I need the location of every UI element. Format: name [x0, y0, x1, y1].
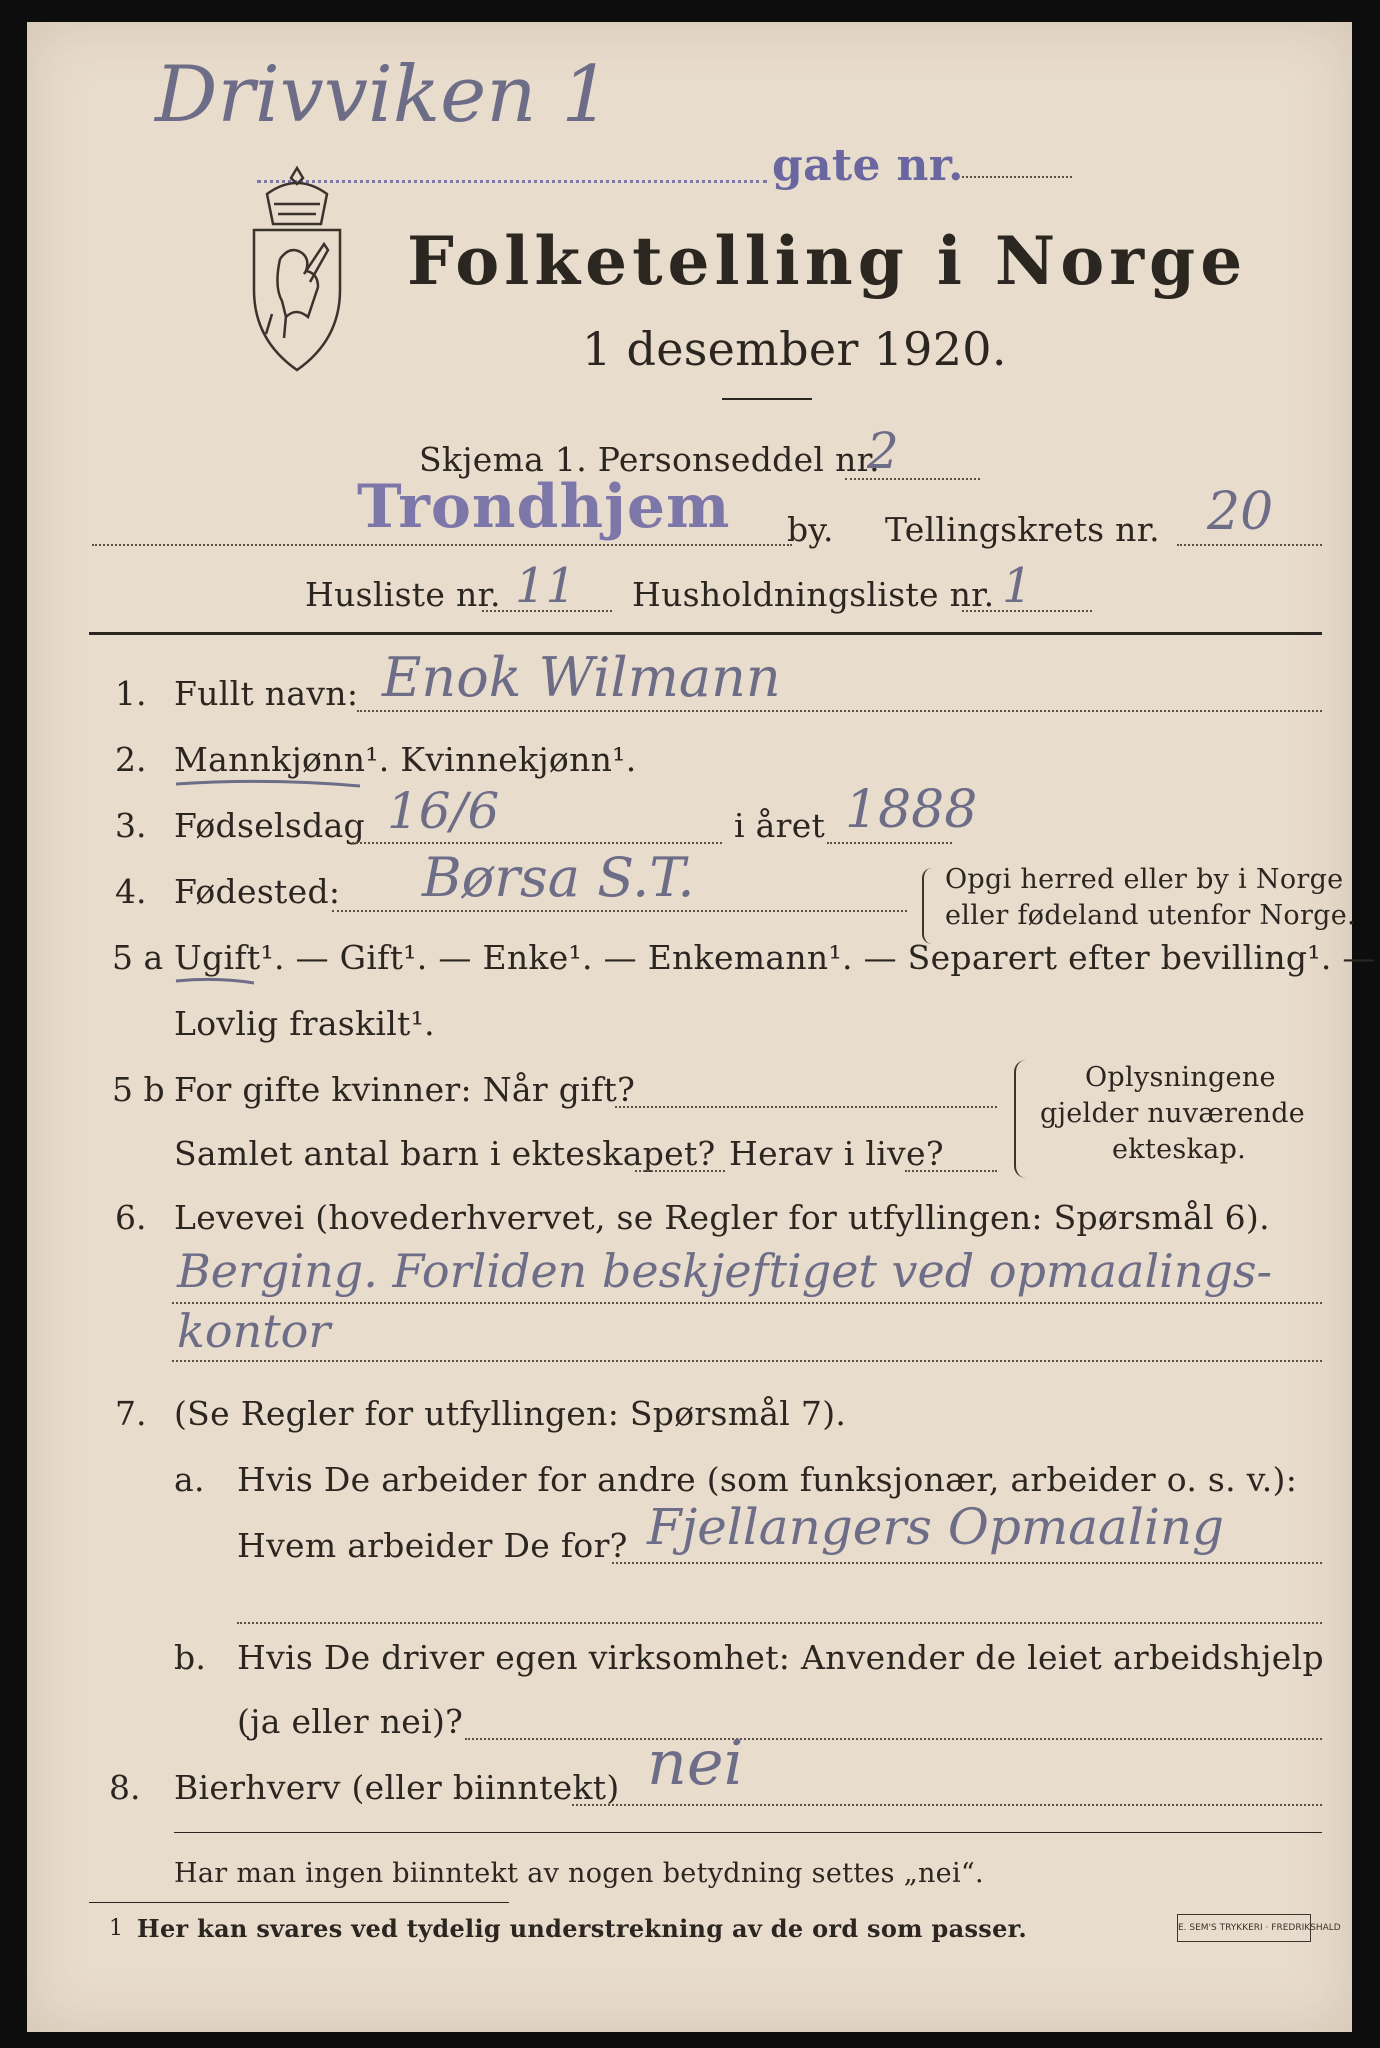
- title-divider: [722, 398, 812, 400]
- q8-rule: [174, 1832, 1322, 1833]
- q5b-barn-dotted-line: [635, 1170, 725, 1172]
- q3-number: 3.: [115, 806, 147, 845]
- q4-dotted-line: [332, 910, 907, 912]
- q5b-note-brace: [1014, 1060, 1026, 1178]
- personseddel-number: 2: [867, 422, 899, 480]
- q7a-dotted-line-1: [612, 1562, 1322, 1564]
- skjema-dotted-line: [845, 478, 980, 480]
- q4-label: Fødested:: [174, 872, 341, 911]
- tellingskrets-label: Tellingskrets nr.: [885, 510, 1160, 549]
- q5b-note-line-2: gjelder nuværende: [1040, 1098, 1306, 1129]
- q7b-label-line-1: Hvis De driver egen virksomhet: Anvender de leiet arbeidshjelp: [237, 1638, 1324, 1677]
- q7a-label-line-2: Hvem arbeider De for?: [237, 1526, 628, 1565]
- husliste-dotted-line: [482, 610, 612, 612]
- by-label: by.: [787, 510, 834, 549]
- husliste-number: 11: [515, 558, 577, 614]
- skjema-label: Skjema 1. Personseddel nr.: [419, 440, 880, 479]
- census-form: [27, 22, 1376, 2032]
- q3-year-label: i året: [734, 806, 826, 845]
- q5a-label-line-1: Ugift¹. — Gift¹. — Enke¹. — Enkemann¹. — Separert efter bevilling¹. —: [174, 938, 1376, 977]
- q5b-note-line-3: ekteskap.: [1112, 1134, 1247, 1165]
- q1-number: 1.: [115, 674, 147, 713]
- q4-note-brace: [922, 868, 932, 944]
- birth-day: 16/6: [387, 782, 500, 840]
- q2-number: 2.: [115, 740, 147, 779]
- footnote-mark: 1: [109, 1916, 124, 1941]
- occupation-line-2: kontor: [177, 1304, 331, 1358]
- footnote-rule: [89, 1902, 509, 1903]
- q6-dotted-line-1: [172, 1302, 1322, 1304]
- q7b-letter: b.: [174, 1638, 207, 1677]
- q6-dotted-line-2: [172, 1360, 1322, 1362]
- city-stamp: Trondhjem: [357, 472, 731, 542]
- husholdning-label: Husholdningsliste nr.: [632, 575, 995, 614]
- q3-year-dotted-line: [827, 842, 952, 844]
- q7a-dotted-line-2: [237, 1622, 1322, 1624]
- q7-number: 7.: [115, 1394, 147, 1433]
- census-date: 1 desember 1920.: [582, 322, 1007, 376]
- q4-number: 4.: [115, 872, 147, 911]
- q5b-live-dotted-line: [905, 1170, 997, 1172]
- q1-dotted-line: [357, 710, 1322, 712]
- occupation-line-1: Berging. Forliden beskjeftiget ved opmaalings-: [177, 1244, 1273, 1298]
- q5b-label-line-1: For gifte kvinner: Når gift?: [174, 1070, 636, 1109]
- nei-note: Har man ingen biinntekt av nogen betydning settes „nei“.: [174, 1858, 984, 1889]
- printer-mark: E. SEM'S TRYKKERI · FREDRIKSHALD: [1177, 1914, 1311, 1942]
- q5b-gift-dotted-line: [615, 1106, 997, 1108]
- q5b-label-line-3: Herav i live?: [729, 1134, 944, 1173]
- gate-dotted-line: [962, 176, 1072, 178]
- norwegian-coat-of-arms-icon: [242, 164, 352, 374]
- q1-label: Fullt navn:: [174, 674, 359, 713]
- gate-label: gate nr.: [772, 140, 964, 191]
- q5a-number: 5 a: [112, 938, 164, 977]
- q8-dotted-line: [572, 1804, 1322, 1806]
- q2-label: Mannkjønn¹. Kvinnekjønn¹.: [174, 740, 637, 779]
- q7a-letter: a.: [174, 1460, 205, 1499]
- q3-label: Fødselsdag: [174, 806, 365, 845]
- tellingskrets-number: 20: [1207, 482, 1274, 542]
- q4-note-line-2: eller fødeland utenfor Norge.: [945, 900, 1356, 931]
- city-dotted-line: [92, 544, 792, 546]
- secondary-income: nei: [647, 1726, 744, 1799]
- q5b-label-line-2: Samlet antal barn i ekteskapet?: [174, 1134, 716, 1173]
- q8-label: Bierhverv (eller biinntekt): [174, 1768, 620, 1807]
- q6-number: 6.: [115, 1198, 147, 1237]
- q7b-dotted-line: [465, 1738, 1322, 1740]
- header-rule: [89, 632, 1322, 635]
- q7a-label-line-1: Hvis De arbeider for andre (som funksjonær, arbeider o. s. v.):: [237, 1460, 1298, 1499]
- birth-year: 1888: [845, 780, 978, 840]
- q3-dotted-line: [352, 842, 722, 844]
- birthplace: Børsa S.T.: [422, 846, 695, 909]
- q5a-label-line-2: Lovlig fraskilt¹.: [174, 1004, 435, 1043]
- tellingskrets-dotted-line: [1177, 544, 1322, 546]
- q7-label: (Se Regler for utfyllingen: Spørsmål 7).: [174, 1394, 847, 1433]
- q8-number: 8.: [109, 1768, 141, 1807]
- street-handwritten: Drivviken 1: [155, 50, 611, 140]
- employer: Fjellangers Opmaaling: [647, 1498, 1225, 1556]
- husliste-label: Husliste nr.: [305, 575, 501, 614]
- husholdning-dotted-line: [962, 610, 1092, 612]
- husholdning-number: 1: [1002, 558, 1033, 614]
- q5b-number: 5 b: [112, 1070, 165, 1109]
- footnote-text: Her kan svares ved tydelig understrekning av de ord som passer.: [137, 1914, 1028, 1943]
- mannkjonn-underline: [174, 778, 364, 792]
- q6-label: Levevei (hovederhvervet, se Regler for utfyllingen: Spørsmål 6).: [174, 1198, 1270, 1237]
- q7b-label-line-2: (ja eller nei)?: [237, 1702, 464, 1741]
- ugift-underline: [174, 976, 256, 988]
- q1-full-name: Enok Wilmann: [382, 646, 781, 709]
- form-title: Folketelling i Norge: [407, 222, 1248, 300]
- q4-note-line-1: Opgi herred eller by i Norge: [945, 864, 1344, 895]
- q5b-note-line-1: Oplysningene: [1085, 1062, 1276, 1093]
